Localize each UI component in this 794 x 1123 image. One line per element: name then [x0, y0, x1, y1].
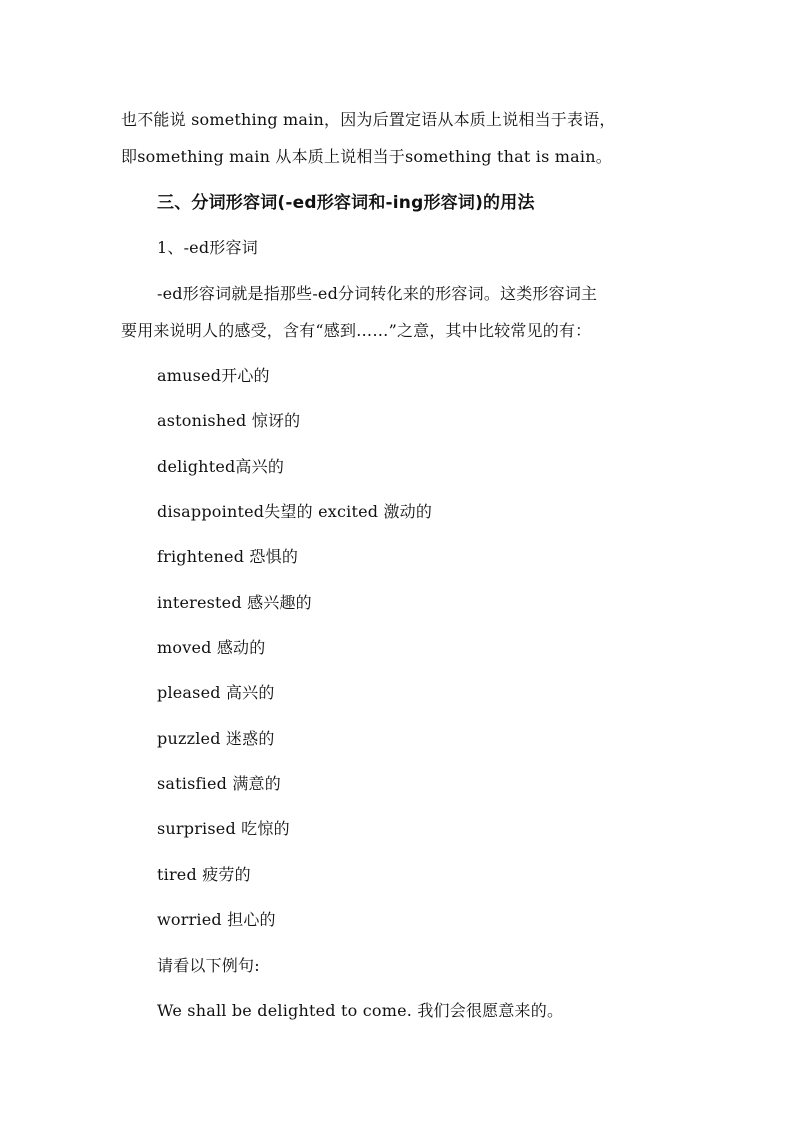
word-list-item: tired 疲劳的: [157, 865, 251, 884]
word-list-item: satisfied 满意的: [157, 774, 281, 793]
examples-label: 请看以下例句:: [157, 956, 260, 975]
word-list-item: disappointed失望的 excited 激动的: [157, 502, 433, 521]
paragraph-line: 要用来说明人的感受，含有“感到……”之意，其中比较常见的有：: [121, 321, 592, 340]
section-heading: 三、分词形容词(-ed形容词和-ing形容词)的用法: [157, 193, 535, 213]
word-list-item: worried 担心的: [157, 910, 276, 929]
example-sentence: We shall be delighted to come. 我们会很愿意来的。: [157, 1001, 564, 1020]
word-list-item: pleased 高兴的: [157, 683, 275, 702]
word-list-item: amused开心的: [157, 366, 270, 385]
word-list-item: astonished 惊讶的: [157, 411, 301, 430]
word-list-item: moved 感动的: [157, 638, 266, 657]
paragraph-line: 也不能说 something main，因为后置定语从本质上说相当于表语，: [121, 110, 616, 129]
subheading: 1、-ed形容词: [157, 238, 258, 257]
paragraph-line: -ed形容词就是指那些-ed分词转化来的形容词。这类形容词主: [157, 284, 598, 303]
paragraph-line: 即something main 从本质上说相当于something that is main。: [121, 147, 612, 166]
word-list-item: puzzled 迷惑的: [157, 729, 275, 748]
word-list-item: surprised 吃惊的: [157, 819, 290, 838]
word-list-item: interested 感兴趣的: [157, 593, 312, 612]
word-list-item: delighted高兴的: [157, 457, 285, 476]
word-list-item: frightened 恐惧的: [157, 547, 299, 566]
